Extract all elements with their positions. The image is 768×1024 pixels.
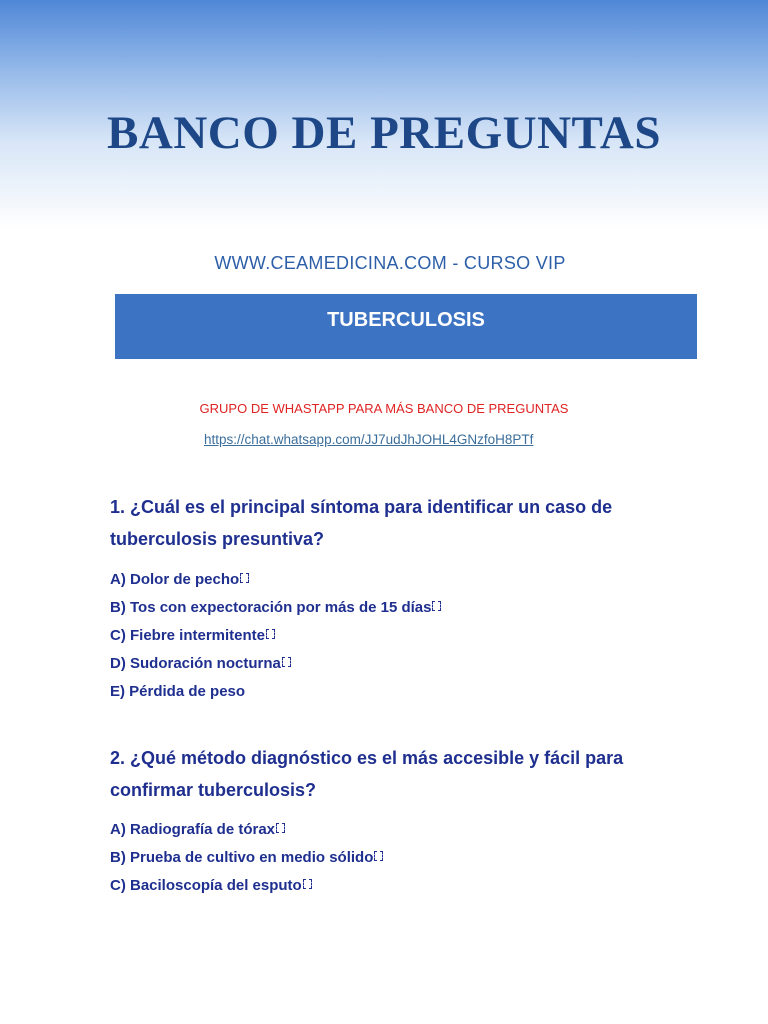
separator-glyph-icon (282, 657, 291, 667)
option-label: A) Radiografía de tórax (110, 821, 276, 838)
whatsapp-group-link[interactable]: https://chat.whatsapp.com/JJ7udJhJOHL4GNzfoH8PTf (204, 432, 534, 447)
separator-glyph-icon (303, 879, 312, 889)
site-subtitle: WWW.CEAMEDICINA.COM - CURSO VIP (214, 253, 566, 273)
question-1: 1. ¿Cuál es el principal síntoma para identificar un caso de tuberculosis presuntiva? (110, 497, 613, 549)
question-2-options (110, 821, 670, 905)
option-1c (110, 627, 670, 655)
option-2c (110, 877, 670, 905)
question-1-options (110, 571, 670, 711)
option-label: C) Baciloscopía del esputo (110, 877, 302, 894)
topic-banner (115, 294, 697, 359)
topic-title: TUBERCULOSIS (327, 309, 485, 331)
separator-glyph-icon (266, 629, 275, 639)
option-2a (110, 821, 670, 849)
separator-glyph-icon (240, 573, 249, 583)
option-1a (110, 571, 670, 599)
option-1e (110, 683, 670, 711)
option-label: B) Prueba de cultivo en medio sólido (110, 849, 374, 866)
separator-glyph-icon (432, 601, 441, 611)
option-label: B) Tos con expectoración por más de 15 días (110, 599, 432, 616)
option-label: E) Pérdida de peso (110, 683, 246, 700)
option-label: D) Sudoración nocturna (110, 655, 281, 672)
option-label: A) Dolor de pecho (110, 571, 240, 588)
question-2: 2. ¿Qué método diagnóstico es el más accesible y fácil para confirmar tuberculosis? (110, 748, 624, 800)
option-label: C) Fiebre intermitente (110, 627, 266, 644)
option-1b (110, 599, 670, 627)
separator-glyph-icon (276, 823, 285, 833)
separator-glyph-icon (374, 851, 383, 861)
option-2b (110, 849, 670, 877)
page-title: BANCO DE PREGUNTAS (107, 107, 661, 159)
whatsapp-group-notice: GRUPO DE WHASTAPP PARA MÁS BANCO DE PREGUNTAS (199, 401, 569, 416)
option-1d (110, 655, 670, 683)
